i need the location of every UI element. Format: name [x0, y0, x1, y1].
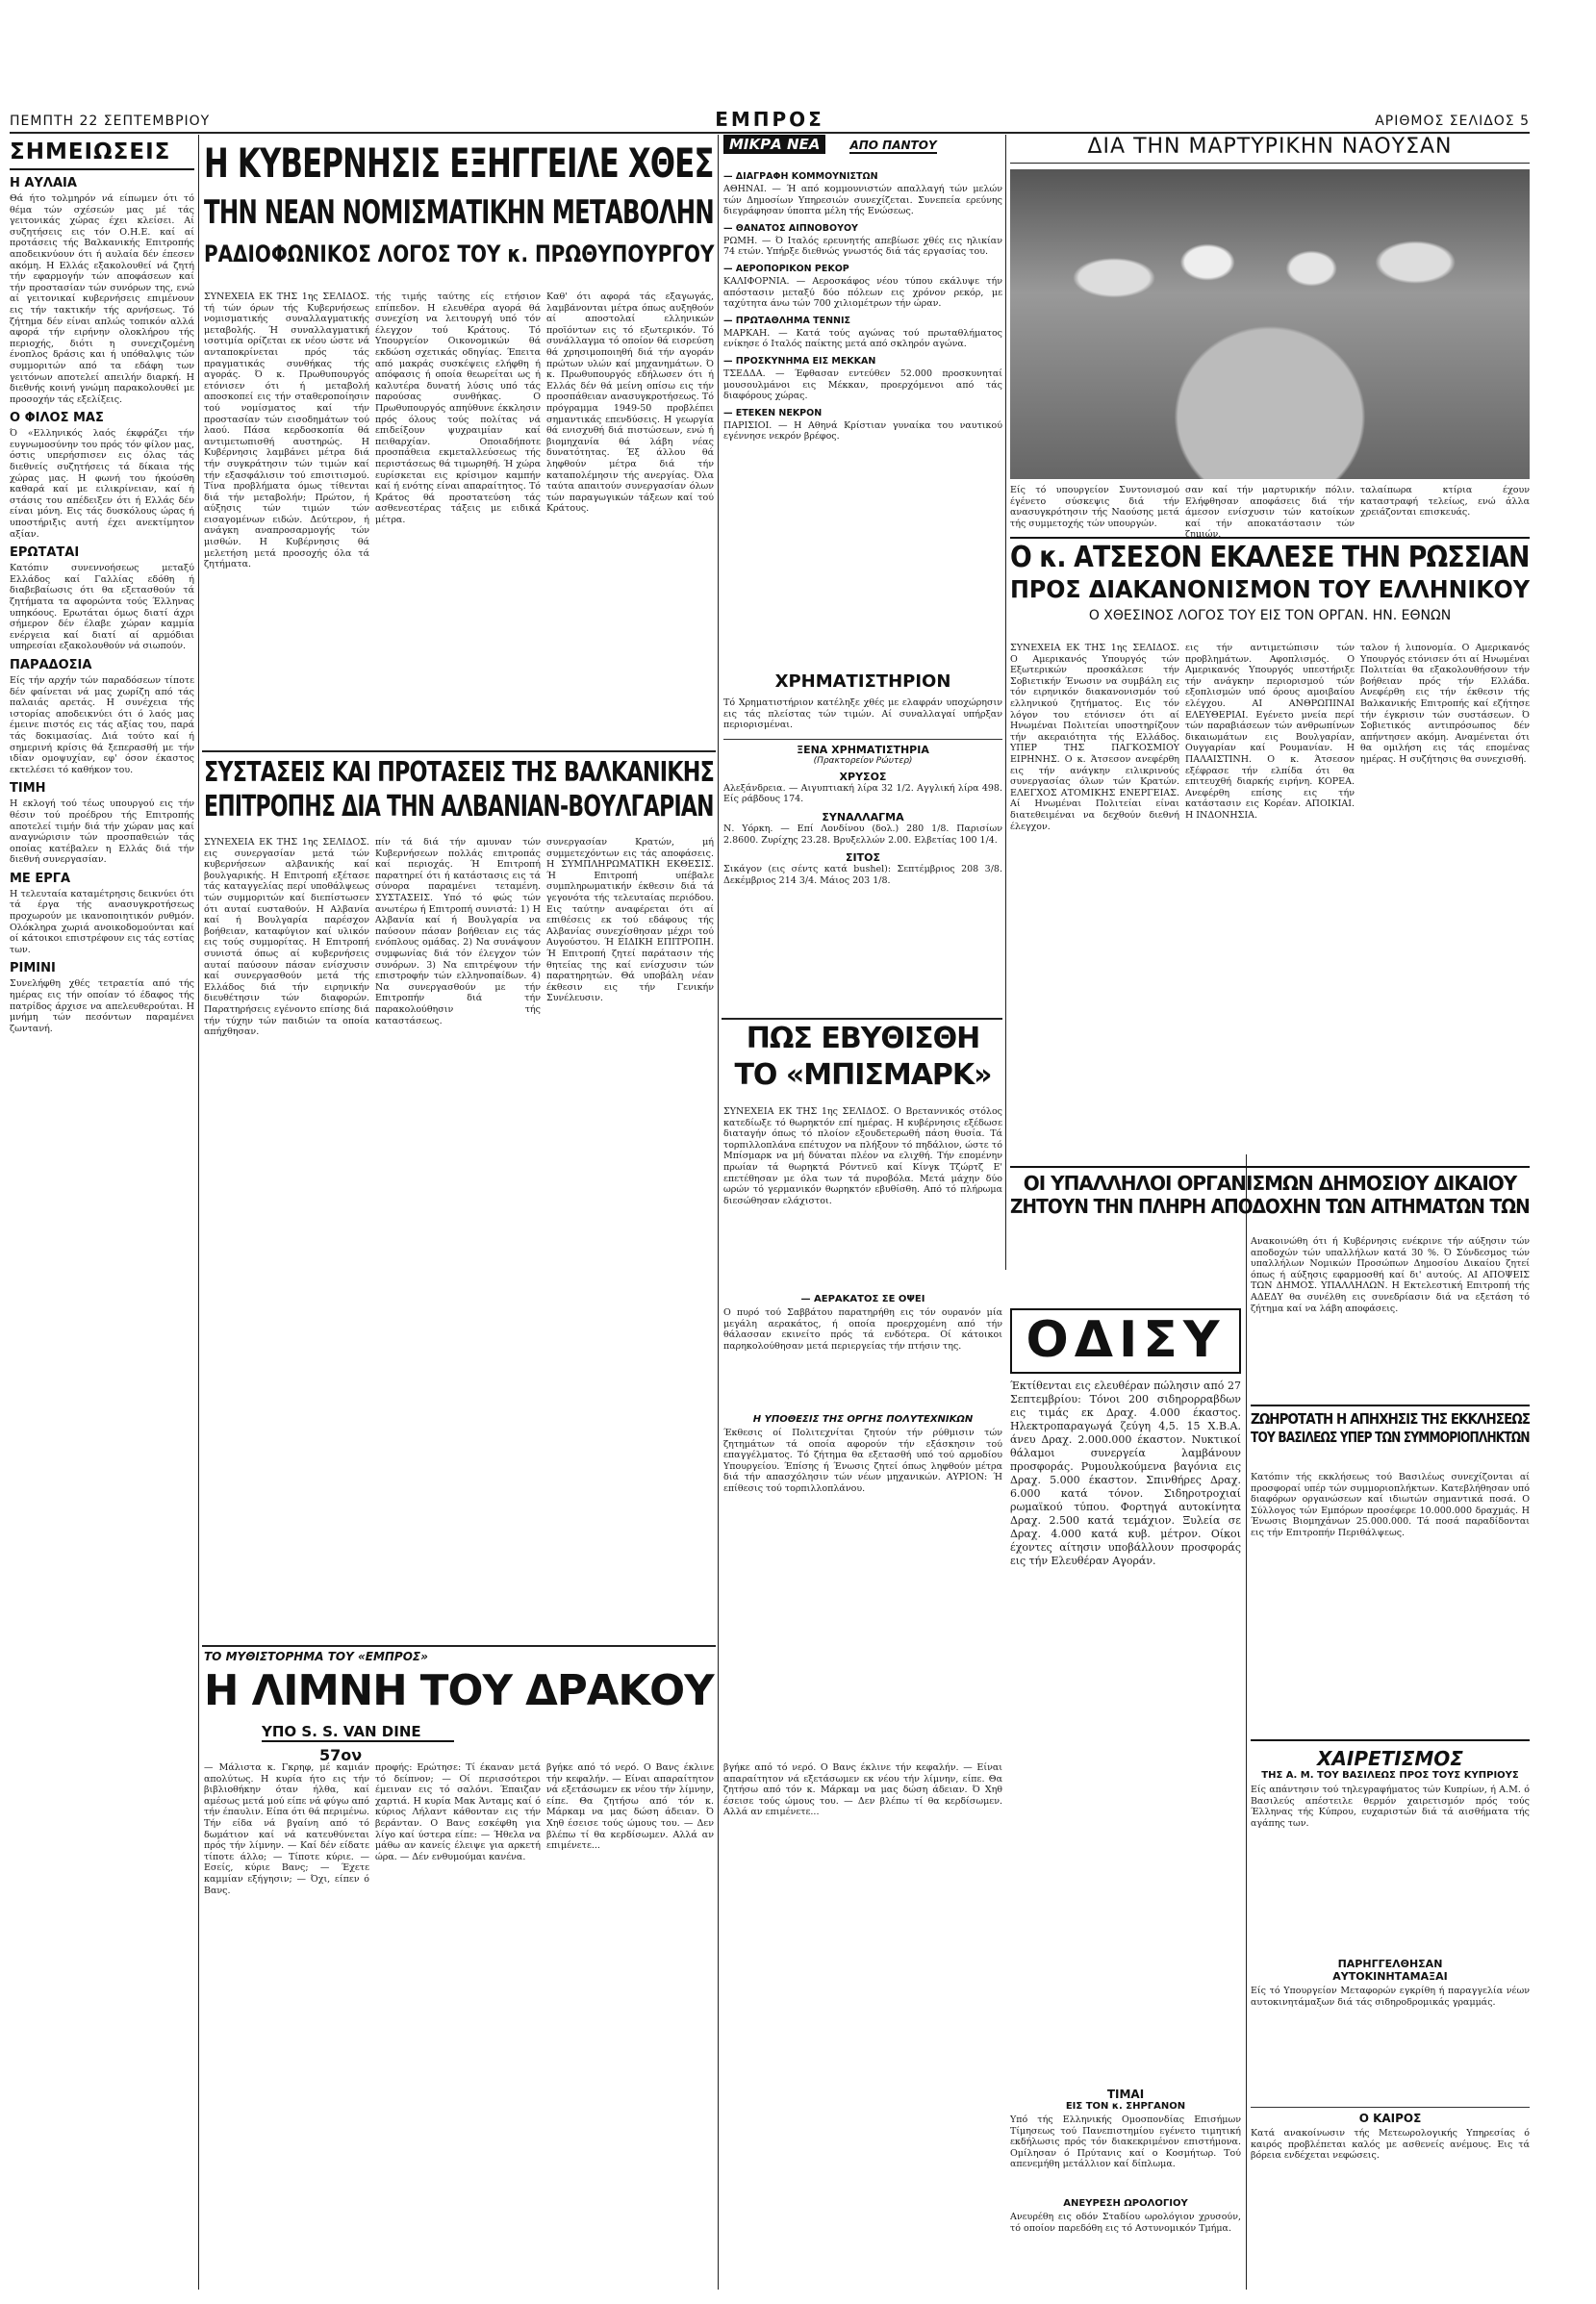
atseson-headline-block [1010, 537, 1530, 637]
mikra-nea-header [723, 135, 1002, 162]
sitos-text: Σικάγον (εις σέντς κατά bushel): Σεπτέμβριος 208 3/8. Δεκέμβριος 214 3/4. Μάιος 203 1/8. [723, 864, 1002, 886]
politechnio-head: Η ΥΠΟΘΕΣΙΣ ΤΗΣ ΟΡΓΗΣ ΠΟΛΥΤΕΧΝΙΚΩΝ [752, 1414, 974, 1425]
ekklisis-headline-block [1251, 1405, 1530, 1472]
atseson-headline-1: Ο κ. ΑΤΣΕΣΟΝ ΕΚΑΛΕΣΕ ΤΗΝ ΡΩΣΣΙΑΝ [1010, 541, 1530, 574]
notes-section-head: ΡΙΜΙΝΙ [10, 961, 56, 976]
xrimatistirion-title: ΧΡΗΜΑΤΙΣΤΗΡΙΟΝ [774, 671, 951, 692]
novel-col3: βγήκε από τό νερό. Ο Βανς έκλινε τήν κεφαλήν. — Είναι απαραίτητον νά εξετάσωμεν εκ νέου τήν λίμνην, είπε. Θα ζητήσω από τόν κ. Μάρκαμ να μας δώση άδειαν. Ό Χηθ έσεισε τούς ώμους του. — Δεν βλέπω τί θα κερδίσωμεν. Αλλά αν επιμένετε... [546, 1762, 714, 1852]
aerakatos-head: — ΑΕΡΑΚΑΤΟΣ ΣΕ ΟΨΕΙ [800, 1294, 925, 1304]
news-item-head: — ΑΕΡΟΠΟΡΙΚΟΝ ΡΕΚΟΡ [723, 263, 849, 274]
politechnio-text: Έκθεσις οί Πολιτεχνίται ζητούν τήν ρύθμισιν τών ζητημάτων τά οποία αφορούν τήν εξάσκησιν τού επαγγέλματος. Τό ζήτημα θα εξετασθή υπό τού αρμοδίου Υπουργείου. Έπίσης ή Ένωσις ζητεί όπως ληφθούν μέτρα διά τήν απασχόλησιν τών νέων μηχανικών. ΑΥΡΙΟΝ: Ή επίθεσις τού τορπιλλοπλάνου. [723, 1428, 1002, 1494]
xairetismos-sub: ΤΗΣ Α. Μ. ΤΟΥ ΒΑΣΙΛΕΩΣ ΠΡΟΣ ΤΟΥΣ ΚΥΠΡΙΟΥΣ [1261, 1770, 1519, 1781]
notes-section-head: Ο ΦΙΛΟΣ ΜΑΣ [10, 411, 104, 426]
atseson-col1: ΣΥΝΕΧΕΙΑ ΕΚ ΤΗΣ 1ης ΣΕΛΙΔΟΣ. Ο Αμερικανός Υπουργός τών Εξωτερικών προσκάλεσε τήν Σοβιετικήν Ένωσιν να συμβάλη εις τόν ειρηνικόν διακανονισμόν τού ελληνικού ζητήματος. Εις τόν λόγον του ετόνισεν ότι αί Ηνωμέναι Πολιτείαι υποστηρίζουν τήν ακεραιότητα τής Ελλάδος. ΥΠΕΡ ΤΗΣ ΠΑΓΚΟΣΜΙΟΥ ΕΙΡΗΝΗΣ. Ο κ. Άτσεσον ανεφέρθη εις τήν ανάγκην ειλικρινούς συνεργασίας όλων τών Κρατών. ΕΛΕΓΧΟΣ ΑΤΟΜΙΚΗΣ ΕΝΕΡΓΕΙΑΣ. Αί Ηνωμέναι Πολιτείαι είναι διατεθειμέναι να δεχθούν διεθνή έλεγχον. [1010, 643, 1179, 832]
naousa-photo [1010, 169, 1530, 479]
government-headline-block [204, 139, 715, 285]
ypalliloi-headline-1: ΟΙ ΥΠΑΛΛΗΛΟΙ ΟΡΓΑΝΙΣΜΩΝ ΔΗΜΟΣΙΟΥ ΔΙΚΑΙΟΥ [1023, 1172, 1517, 1195]
news-item-text: ΑΘΗΝΑΙ. — Ή από κομμουνιστών απαλλαγή τών μελών τών Δημοσίων Υπηρεσιών συνεχίζεται. Συνεπεία ερεύνης διεγράφησαν ύποπτα μέλη τής Ενώσεως. [723, 184, 1002, 217]
government-headline-1: Η ΚΥΒΕΡΝΗΣΙΣ ΕΞΗΓΓΕΙΛΕ ΧΘΕΣ [204, 139, 714, 187]
xrysos-title: ΧΡΥΣΟΣ [839, 770, 887, 783]
xeno-title: ΞΕΝΑ ΧΡΗΜΑΤΙΣΤΗΡΙΑ [723, 739, 1002, 756]
odisy-brand-box [1010, 1308, 1241, 1374]
markets-block [723, 666, 1002, 1017]
odisy-text: Έκτίθενται εις ελευθέραν πώλησιν από 27 Σεπτεμβρίου: Τόνοι 200 σιδηρορραβδων εις τιμάς εκ Δραχ. 4.000 έκαστος. Ηλεκτροπαραγωγά ζεύγη 4,5. 15 Χ.Β.Α. άνευ Δραχ. 2.000.000 έκαστον. Νυκτικοί θάλαμοι συνεργεία λαμβάνουν προσφοράς. Ρυμουλκούμενα βαγόνια εις Δραχ. 5.000 έκαστον. Σπινθήρες Δραχ. 6.000 κατά τόνον. Σιδηροτροχιαί ρωμαϊκού τύπου. Φορτηγά αυτοκίνητα Δραχ. 2.500 κατά τεμάχιον. Ξυλεία σε Δραχ. 4.000 κατά κυβ. μέτρον. Οίκοι έχοντες αίτησιν υποβάλλουν προσφοράς εις τήν Ελευθέραν Αγοράν. [1010, 1380, 1241, 1567]
xeno-sub: (Πρακτορείον Ρώυτερ) [813, 755, 913, 766]
xairetismos-text: Είς απάντησιν τού τηλεγραφήματος τών Κυπρίων, ή Α.Μ. ό Βασιλεύς απέστειλε θερμόν χαιρετισμόν πρός τούς Έλληνας τής Κύπρου, ευχαριστών διά τά αισθήματα τής αγάπης των. [1251, 1785, 1530, 1829]
novel-author: ΥΠΟ S. S. VAN DINE [262, 1723, 454, 1742]
notes-title: ΣΗΜΕΙΩΣΕΙΣ [10, 139, 194, 170]
xairetismos-block [1251, 1739, 1530, 1951]
xrimatistirion-text: Τό Χρηματιστήριον κατέληξε χθές με ελαφράν υποχώρησιν εις τάς πλείστας τών τιμών. Αί συναλλαγαί υπήρξαν περιορισμέναι. [723, 697, 1002, 731]
xrysos-text: Αλεξάνδρεια. — Αιγυπτιακή λίρα 32 1/2. Αγγλική λίρα 498. Είς ράβδους 174. [723, 782, 1002, 805]
news-item-text: ΠΑΡΙΣΙΟΙ. — Η Αθηνά Κρίστιαν γυναίκα του ναυτικού εγέννησε νεκρόν βρέφος. [723, 419, 1002, 443]
notes-section-text: Ό «Ελληνικός λαός έκφράζει τήν ευγνωμοσύνην του πρός τόν φίλον μας, όστις υπερήσπισεν εις όλας τάς διεθνείς συζητήσεις τά δίκαια τής χώρας μας. Η φωνή του ήκούσθη καθαρά καί με ειλικρίνειαν, καί ή στάσις του απέδειξεν ότι ή Ελλάς δέν είναι μόνη. Εις τάς δυσκόλους ώρας ή υποστήριξις αυτή έχει ανεκτίμητον αξίαν. [10, 428, 194, 540]
notes-section-text: Είς τήν αρχήν τών παραδόσεων τίποτε δέν φαίνεται νά μας χωρίζη από τάς παλαιάς αρετάς. Η συνέχεια τής ιστορίας αποδεικνύει ότι ό λαός μας έμεινε πιστός εις τάς αξίας του, παρά τάς δοκιμασίας. Διά τούτο καί ή σημερινή κρίσις θά ξεπερασθή με τήν ιδίαν ομοψυχίαν, εφ' όσον έκαστος εκτελέσει τό καθήκον του. [10, 674, 194, 775]
notes-section-head: ΤΙΜΗ [10, 781, 46, 797]
news-item-head: — ΘΑΝΑΤΟΣ ΑΙΠΝΟΒΟΥΟΥ [723, 222, 858, 234]
novel-header [204, 1650, 714, 1765]
news-item-text: ΚΑΛΙΦΟΡΝΙΑ. — Αεροσκάφος νέου τύπου εκάλυψε τήν απόστασιν μεταξύ δύο πόλεων εις χρόνον ρεκόρ, με ταχύτητα άνω τών 700 χιλιομέτρων τήν ώραν. [723, 275, 1002, 310]
xairetismos-head: ΧΑΙΡΕΤΙΣΜΟΣ [1317, 1747, 1463, 1770]
bismark-headline-2: ΤΟ «ΜΠΙΣΜΑΡΚ» [734, 1057, 992, 1092]
ypalliloi-text: Ανακοινώθη ότι ή Κυβέρνησις ενέκρινε τήν αύξησιν τών αποδοχών τών υπαλλήλων κατά 30 %. Ό Σύνδεσμος τών υπαλλήλων Νομικών Προσώπων Δημοσίου Δικαίου ζητεί όπως ή αύξησις εφαρμοσθή καί δι' αυτούς. ΑΙ ΑΠΟΨΕΙΣ ΤΩΝ ΔΗΜΟΣ. ΥΠΑΛΛΗΛΩΝ. Η Εκτελεστική Επιτροπή τής ΑΔΕΔΥ θα συνέλθη εις συνεδρίασιν διά να εξετάση τό ζήτημα καί να λάβη αποφάσεις. [1251, 1236, 1530, 1314]
kairos-block [1251, 2107, 1530, 2290]
novel-col1: — Μάλιστα κ. Γκρηφ, μέ καμιάν απολύτως. Η κυρία ήτο εις τήν βιβλιοθήκην όταν ήλθα, καί αμέσως μετά μού είπε νά φύγω από τήν έπαυλιν. Είπα ότι θά περιμένω. Τήν είδα νά βγαίνη από τό δωμάτιον καί νά κατευθύνεται πρός τήν λίμνην. — Καί δέν είδατε τίποτε άλλο; — Τίποτε κύριε. — Εσείς, κύριε Βανς; — Έχετε καμμίαν εξήγησιν; — Όχι, είπεν ό Βανς. [204, 1762, 369, 1896]
anevresi-block [1010, 2198, 1241, 2290]
masthead: ΕΜΠΡΟΣ [715, 108, 824, 131]
ekklisis-headline-1: ΖΩΗΡΟΤΑΤΗ Η ΑΠΗΧΗΣΙΣ ΤΗΣ ΕΚΚΛΗΣΕΩΣ [1251, 1410, 1531, 1428]
news-item-text: ΤΣΕΔΔΑ. — Έφθασαν εντεύθεν 52.000 προσκυνηταί μουσουλμάνοι εις Μέκκαν, προερχόμενοι από τάς διαφόρους χώρας. [723, 367, 1002, 402]
news-items [723, 165, 1002, 664]
atseson-col3: ταλον ή λιπονομία. Ο Αμερικανός Υπουργός ετόνισεν ότι αί Ηνωμέναι Πολιτείαι θα εξακολουθήσουν τήν βοήθειαν πρός τήν Ελλάδα. Ανεφέρθη εις τήν έκθεσιν τής Βαλκανικής Επιτροπής καί εζήτησε τήν έγκρισιν τών συστάσεων. Ό Σοβιετικός αντιπρόσωπος δέν απήντησεν ακόμη. Αναμένεται ότι θα ομιλήση εις τάς επομένας ημέρας. Η συζήτησις θα συνεχισθή. [1360, 643, 1530, 765]
times-sub: ΕΙΣ ΤΟΝ κ. ΣΗΡΓΑΝΟΝ [1065, 2101, 1186, 2112]
odisy-brand: ΟΔΙΣΥ [1026, 1311, 1226, 1369]
government-subhead: ΡΑΔΙΟΦΩΝΙΚΟΣ ΛΟΓΟΣ ΤΟΥ κ. ΠΡΩΘΥΠΟΥΡΓΟΥ [204, 240, 715, 267]
novel-label: ΤΟ ΜΥΘΙΣΤΟΡΗΜΑ ΤΟΥ «ΕΜΠΡΟΣ» [204, 1650, 428, 1663]
novel-title: Η ΛΙΜΝΗ ΤΟΥ ΔΡΑΚΟΥ [204, 1666, 714, 1715]
balkan-headline-1: ΣΥΣΤΑΣΕΙΣ ΚΑΙ ΠΡΟΤΑΣΕΙΣ ΤΗΣ ΒΑΛΚΑΝΙΚΗΣ [204, 756, 715, 788]
kairos-head: Ο ΚΑΙΡΟΣ [1251, 2107, 1530, 2125]
notes-section-text: Θά ήτο τολμηρόν νά είπωμεν ότι τό θέμα τών σχέσεών μας μέ τάς γειτονικάς χώρας έχει κλείσει. Αί συζητήσεις εις τόν Ο.Η.Ε. καί αί προτάσεις τής Βαλκανικής Επιτροπής αποδεικνύουν ότι ή αυλαία δέν έπεσεν ακόμη. Η Ελλάς εξακολουθεί νά ζητή τήν εφαρμογήν τών αποφάσεων καί τήν προστασίαν τών συνόρων της, ενώ αί γειτονικαί κυβερνήσεις επιμένουν εις τήν τακτικήν τής αρνήσεως. Τό ζήτημα δέν είναι απλώς τοπικόν αλλά αφορά τήν ειρήνην ολοκλήρου τής περιοχής, διότι η συνεχιζομένη ένοπλος δράσις και ή υπόθαλψις τών συμμοριτών από τα εδάφη των γειτόνων αποτελεί απειλήν διαρκή. Η διεθνής κοινή γνώμη παρακολουθεί με προσοχήν τάς εξελίξεις. [10, 193, 194, 405]
notes-sections [10, 176, 194, 1034]
anevresi-head: ΑΝΕΥΡΕΣΗ ΩΡΟΛΟΓΙΟΥ [1063, 2198, 1188, 2209]
notes-section-text: Η εκλογή τού τέως υπουργού εις τήν θέσιν τού προέδρου τής Επιτροπής αποτελεί τιμήν διά τήν χώραν μας καί αναγνώρισιν τών προσπαθειών τάς οποίας κατέβαλεν η Ελλάς διά τήν διεθνή συνεργασίαν. [10, 798, 194, 866]
news-item-text: ΡΩΜΗ. — Ό Ιταλός ερευνητής απεβίωσε χθές εις ηλικίαν 74 ετών. Υπήρξε διεθνώς γνωστός διά τάς εργασίας του. [723, 235, 1002, 258]
ypalliloi-headline-2: ΖΗΤΟΥΝ ΤΗΝ ΠΛΗΡΗ ΑΠΟΔΟΧΗΝ ΤΩΝ ΑΙΤΗΜΑΤΩΝ ΤΩΝ [1010, 1195, 1530, 1218]
news-item-head: — ΠΡΟΣΚΥΝΗΜΑ ΕΙΣ ΜΕΚΚΑΝ [723, 355, 876, 367]
apo-pantou-title: ΑΠΟ ΠΑΝΤΟΥ [849, 139, 937, 152]
naousa-caption-3: ταλαίπωρα κτίρια έχουν καταστραφή τελείως, ενώ άλλα χρειάζονται επισκευάς. [1360, 485, 1530, 519]
notes-section-head: ΕΡΩΤΑΤΑΙ [10, 545, 80, 561]
ekklisis-text: Κατόπιν τής εκκλήσεως τού Βασιλέως συνεχίζονται αί προσφοραί υπέρ τών συμμοριοπλήκτων. Κατεβλήθησαν υπό διαφόρων οργανώσεων καί ιδιωτών σημαντικά ποσά. Ο Σύλλογος τών Εμπόρων προσέφερε 10.000.000 δραχμάς. Η Ένωσις Βιομηχάνων 25.000.000. Τά ποσά παραδίδονται εις τήν Επιτροπήν Περιθάλψεως. [1251, 1472, 1530, 1538]
bismark-headline-1: ΠΩΣ ΕΒΥΘΙΣΘΗ [746, 1022, 980, 1055]
atseson-col2: εις τήν αντιμετώπισιν τών προβλημάτων. Αφοπλισμός. Ο Αμερικανός Υπουργός υπεστήριξε τήν ανάγκην περιορισμού τών εξοπλισμών υπό όρους αμοιβαίου ελέγχου. ΑΙ ΑΝΘΡΩΠΙΝΑΙ ΕΛΕΥΘΕΡΙΑΙ. Εγένετο μνεία περί τών παραβιάσεων τών ανθρωπίνων δικαιωμάτων εις Βουλγαρίαν, Ουγγαρίαν καί Ρουμανίαν. Η ΠΑΛΑΙΣΤΙΝΗ. Ο κ. Άτσεσον εξέφρασε τήν ελπίδα ότι θα επιτευχθή διαρκής ειρήνη. ΚΟΡΕΑ. Ανεφέρθη επίσης εις τήν κατάστασιν εις Κορέαν. ΑΠΟΙΚΙΑΙ. Η ΙΝΔΟΝΗΣΙΑ. [1185, 643, 1355, 821]
synallagma-title: ΣΥΝΑΛΛΑΓΜΑ [822, 810, 904, 823]
parigoria-text: Είς τό Υπουργείον Μεταφορών εγκρίθη ή παραγγελία νέων αυτοκινητάμαξων διά τάς σιδηροδρομικάς γραμμάς. [1251, 1986, 1530, 2008]
naousa-headline: ΔΙΑ ΤΗΝ ΜΑΡΤΥΡΙΚΗΝ ΝΑΟΥΣΑΝ [1087, 135, 1453, 159]
novel-chapter: 57ον [319, 1746, 363, 1765]
synallagma-text: Ν. Υόρκη. — Επί Λονδίνου (δολ.) 280 1/8. Παρισίων 2.8600. Ζυρίχης 23.28. Βρυξελλών 2.00. Ελβετίας 100 1/4. [723, 823, 1002, 846]
news-item-text: ΜΑΡΚΑΗ. — Κατά τούς αγώνας τού πρωταθλήματος ενίκησε ό Ιταλός παίκτης μετά από σκληρόν αγώνα. [723, 327, 1002, 350]
notes-section-text: Κατόπιν συνεννοήσεως μεταξύ Ελλάδος καί Γαλλίας εδόθη ή διαβεβαίωσις ότι θα εξετασθούν τά ζητήματα τα αφορώντα τούς Έλληνας υπηκόους. Ερωτάται όμως διατί άχρι σήμερον δέν έλαβε χώραν καμμία ενέργεια καί διατί αί αρμόδιαι υπηρεσίαι εξακολουθούν νά σιωπούν. [10, 563, 194, 652]
balkan-article-col2: πίν τά διά τήν αμυναν τών Κυβερνήσεων πολλάς επιτροπάς καί περιοχάς. Ή Επιτροπή παρατηρεί ότι ή κατάστασις εις τά σύνορα παραμένει τεταμένη. ΣΥΣΤΑΣΕΙΣ. Υπό τό φώς τών ανωτέρω ή Επιτροπή συνιστά: 1) Η Αλβανία καί ή Βουλγαρία να παύσουν πάσαν βοήθειαν εις τάς ενόπλους ομάδας. 2) Να συνάψουν συμφωνίας διά τόν έλεγχον τών συνόρων. 3) Να επιτρέψουν τήν επιστροφήν τών ελληνοπαίδων. 4) Να συνεργασθούν με τήν Επιτροπήν διά τήν παρακολούθησιν τής καταστάσεως. [375, 837, 541, 1026]
aerakatos-text: Ο πυρό τού Σαββάτου παρατηρήθη εις τόν ουρανόν μία μεγάλη αερακάτος, ή οποία προερχομένη από τήν θάλασσαν εκινείτο πρός τά ενδότερα. Οί κάτοικοι παρηκολούθησαν μετά περιεργείας τήν πτήσιν της. [723, 1307, 1002, 1352]
ekklisis-headline-2: ΤΟΥ ΒΑΣΙΛΕΩΣ ΥΠΕΡ ΤΩΝ ΣΥΜΜΟΡΙΟΠΛΗΚΤΩΝ [1251, 1429, 1530, 1446]
novel-col2: προφής: Ερώτησε: Τί έκαναν μετά τό δείπνον; — Οί περισσότεροι έμειναν εις τό σαλόνι. Έπαιζαν χαρτιά. Η κυρία Μακ Άνταμς καί ό κύριος Λήλαντ κάθονταν εις τήν βεράνταν. Ο Βανς εσκέφθη για λίγο καί ύστερα είπε: — Ήθελα να μάθω αν κανείς έλειψε για αρκετή ώρα. — Δέν ενθυμούμαι κανένα. [375, 1762, 541, 1862]
times-text: Υπό τής Ελληνικής Ομοσπονδίας Επισήμων Τίμησεως τού Πανεπιστημίου εγένετο τιμητική εκδήλωσις πρός τόν διακεκριμένον επιστήμονα. Ομίλησαν ό Πρύτανις καί ο Κοσμήτωρ. Τού απενεμήθη μετάλλιον καί δίπλωμα. [1010, 2114, 1241, 2170]
naousa-headline-wrap [1010, 135, 1530, 164]
notes-section-text: Η τελευταία καταμέτρησις δεικνύει ότι τά έργα τής ανασυγκροτήσεως προχωρούν με ικανοποιητικόν ρυθμόν. Ολόκληρα χωριά ανοικοδομούνται καί οί κάτοικοι επιστρέφουν εις τάς εστίας των. [10, 888, 194, 955]
ypalliloi-headline-block [1010, 1166, 1530, 1229]
atseson-subhead: Ο ΧΘΕΣΙΝΟΣ ΛΟΓΟΣ ΤΟΥ ΕΙΣ ΤΟΝ ΟΡΓΑΝ. ΗΝ. ΕΘΝΩΝ [1088, 607, 1452, 623]
government-headline-2: ΤΗΝ ΝΕΑΝ ΝΟΜΙΣΜΑΤΙΚΗΝ ΜΕΤΑΒΟΛΗΝ [204, 193, 714, 233]
sitos-title: ΣΙΤΟΣ [846, 851, 880, 865]
parigoria-head: ΠΑΡΗΓΓΕΛΘΗΣΑΝ [1337, 1958, 1443, 1970]
parigoria-sub: ΑΥΤΟΚΙΝΗΤΑΜΑΞΑΙ [1332, 1970, 1448, 1983]
naousa-caption-2: σαν καί τήν μαρτυρικήν πόλιν. Ελήφθησαν αποφάσεις διά τήν άμεσον ενίσχυσιν τών κατοίκων καί τήν αποκατάστασιν τών ζημιών. [1185, 485, 1355, 541]
government-article-col2: τής τιμής ταύτης είς ετήσιον επίπεδον. Η ελευθέρα αγορά θά συνεχίση να λειτουργή υπό τόν έλεγχον τού Κράτους. Τό Υπουργείον Οικονομικών θά εκδώση σχετικάς οδηγίας. Έπειτα από μακράς συσκέψεις ελήφθη ή απόφασις ή οποία θεωρείται ως ή καλυτέρα δυνατή λύσις υπό τάς παρούσας συνθήκας. Ο Πρωθυπουργός απηύθυνε έκκλησιν πρός όλους τούς πολίτας νά επιδείξουν ψυχραιμίαν καί πειθαρχίαν. Οποιαδήποτε προσπάθεια εκμεταλλεύσεως τής περιστάσεως θά τιμωρηθή. Ή χώρα ευρίσκεται εις κρίσιμον καμπήν καί ή ενότης είναι απαραίτητος. Τό Κράτος θά προστατεύση τάς ασθενεστέρας τάξεις με ειδικά μέτρα. [375, 291, 541, 525]
balkan-headline-2: ΕΠΙΤΡΟΠΗΣ ΔΙΑ ΤΗΝ ΑΛΒΑΝΙΑΝ-ΒΟΥΛΓΑΡΙΑΝ [204, 790, 714, 824]
bismark-headline-block [723, 1024, 1002, 1101]
times-head: ΤΙΜΑΙ [1106, 2088, 1145, 2101]
page-number: ΑΡΙΘΜΟΣ ΣΕΛΙΔΟΣ 5 [1375, 114, 1530, 129]
aerakatos-block [723, 1294, 1002, 1409]
mikra-nea-title: ΜΙΚΡΑ ΝΕΑ [723, 135, 825, 154]
notes-section-text: Συνελήφθη χθές τετραετία από τής ημέρας εις τήν οποίαν τό έδαφος τής πατρίδος άρχισε να απελευθερούται. Η μνήμη τών πεσόντων παραμένει ζωντανή. [10, 978, 194, 1034]
kairos-text: Κατά ανακοίνωσιν τής Μετεωρολογικής Υπηρεσίας ό καιρός προβλέπεται καλός με ασθενείς ανέμους. Εις τά βόρεια ενδέχεται νεφώσεις. [1251, 2128, 1530, 2162]
government-article-col1: ΣΥΝΕΧΕΙΑ ΕΚ ΤΗΣ 1ης ΣΕΛΙΔΟΣ. τή τών όρων τής Κυβερνήσεως νομισματικής συναλλαγματικής μεταβολής. Ή συναλλαγματική ισοτιμία ορίζεται εκ νέου ώστε νά ανταποκρίνεται πρός τάς πραγματικάς συνθήκας τής αγοράς. Ό κ. Πρωθυπουργός ετόνισεν ότι ή μεταβολή αποσκοπεί εις τήν σταθεροποίησιν τού νομίσματος καί τήν προστασίαν τών εισοδημάτων τού λαού. Πάσα κερδοσκοπία θά αντιμετωπισθή αυστηρώς. Η Κυβέρνησις λαμβάνει μέτρα διά τήν συγκράτησιν τών τιμών καί τήν εξασφάλισιν τού επισιτισμού. Τίνα προβλήματα όμως τίθενται διά τήν μεταβολήν; Πρώτον, ή αύξησις τών τιμών τών εισαγομένων ειδών. Δεύτερον, ή ανάγκη αναπροσαρμογής τών μισθών. Η Κυβέρνησις θά μελετήση μετά προσοχής όλα τά ζητήματα. [204, 291, 369, 570]
anevresi-text: Ανευρέθη εις οδόν Σταδίου ωρολόγιον χρυσούν, τό οποίον παρεδόθη εις τό Αστυνομικόν Τμήμα. [1010, 2212, 1241, 2234]
parigoria-block [1251, 1958, 1530, 2102]
times-block [1010, 2088, 1241, 2193]
notes-column [10, 139, 194, 2290]
politechnio-block [723, 1414, 1002, 1640]
news-item-head: — ΔΙΑΓΡΑΦΗ ΚΟΜΜΟΥΝΙΣΤΩΝ [723, 171, 878, 182]
balkan-article-col3: συνεργασίαν Κρατών, μή συμμετεχόντων εις τάς αποφάσεις. Η ΣΥΜΠΛΗΡΩΜΑΤΙΚΗ ΕΚΘΕΣΙΣ. Ή Επιτροπή υπέβαλε συμπληρωματικήν έκθεσιν διά τά γεγονότα τής τελευταίας περιόδου. Εις ταύτην αναφέρεται ότι αί επιθέσεις εκ τού εδάφους τής Αλβανίας συνεχίσθησαν μέχρι τού Αυγούστου. Ή ΕΙΔΙΚΗ ΕΠΙΤΡΟΠΗ. Ή Επιτροπή ζητεί παράτασιν τής θητείας της καί ενίσχυσιν τών παρατηρητών. Θά υποβάλη νέαν έκθεσιν εις τήν Γενικήν Συνέλευσιν. [546, 837, 714, 1004]
notes-section-head: Η ΑΥΛΑΙΑ [10, 176, 77, 190]
issue-date: ΠΕΜΠΤΗ 22 ΣΕΠΤΕΜΒΡΙΟΥ [10, 114, 211, 129]
notes-section-head: ΠΑΡΑΔΟΣΙΑ [10, 657, 92, 672]
bismark-text: ΣΥΝΕΧΕΙΑ ΕΚ ΤΗΣ 1ης ΣΕΛΙΔΟΣ. Ο Βρεταννικός στόλος κατεδίωξε τό θωρηκτόν επί ημέρας. Η κυβέρνησις εξέδωσε διαταγήν όπως τό πλοίον εξουδετερωθή πάση θυσία. Τά τορπιλλοπλάνα επέτυχον να πλήξουν τό πηδάλιον, ώστε τό Μπίσμαρκ να μή δύναται πλέον να ελιχθή. Τήν επομένην πρωίαν τά θωρηκτά Ρόντνεϋ καί Κίνγκ Τζώρτζ Ε' επετέθησαν με όλα των τά πυροβόλα. Μετά μάχην δύο ωρών τό γερμανικόν θωρηκτόν εβυθίσθη. Από τό πλήρωμα διεσώθησαν ελάχιστοι. [723, 1106, 1002, 1206]
novel-col4: βγήκε από τό νερό. Ο Βανς έκλινε τήν κεφαλήν. — Είναι απαραίτητον νά εξετάσωμεν εκ νέου τήν λίμνην, είπε. Θα ζητήσω από τόν κ. Μάρκαμ να μας δώση άδειαν. Ό Χηθ έσεισε τούς ώμους του. — Δεν βλέπω τί θα κερδίσωμεν. Αλλά αν επιμένετε... [723, 1762, 1002, 1818]
naousa-caption-1: Είς τό υπουργείον Συντονισμού έγένετο σύσκεψις διά τήν ανασυγκρότησιν τής Ναούσης μετά τής συμμετοχής τών υπουργών. [1010, 485, 1179, 529]
notes-section-head: ΜΕ ΕΡΓΑ [10, 871, 71, 886]
news-item-head: — ΕΤΕΚΕΝ ΝΕΚΡΟΝ [723, 407, 823, 418]
balkan-article-col1: ΣΥΝΕΧΕΙΑ ΕΚ ΤΗΣ 1ης ΣΕΛΙΔΟΣ. εις συνεργασίαν μετά τών κυβερνήσεων αλβανικής καί βουλγαρικής. Η Επιτροπή εξέτασε τάς καταγγελίας περί υποθάλψεως τών συμμοριτών καί διεπίστωσεν ότι αυταί ευσταθούν. Η Αλβανία καί ή Βουλγαρία παρέσχον βοήθειαν, καταφύγιον καί υλικόν εις τούς συμμορίτας. Η Επιτροπή συνιστά όπως αί κυβερνήσεις αυταί παύσουν πάσαν ενίσχυσιν καί συνεργασθούν μετά τής Ελλάδος διά τήν ειρηνικήν διευθέτησιν τών διαφορών. Παρατηρήσεις εγένοντο επίσης διά τήν τύχην τών παιδιών τα οποία απήχθησαν. [204, 837, 369, 1038]
news-item-head: — ΠΡΩΤΑΘΛΗΜΑ ΤΕΝΝΙΣ [723, 315, 851, 326]
atseson-headline-2: ΠΡΟΣ ΔΙΑΚΑΝΟΝΙΣΜΟΝ ΤΟΥ ΕΛΛΗΝΙΚΟΥ [1010, 574, 1530, 603]
government-article-col3: Καθ' ότι αφορά τάς εξαγωγάς, λαμβάνονται μέτρα όπως αυξηθούν αί αποστολαί ελληνικών προϊόντων εις τό εξωτερικόν. Τό συνάλλαγμα τό οποίον θά εισρεύση θά χρησιμοποιηθή διά τήν αγοράν πρώτων υλών καί μηχανημάτων. Ό κ. Πρωθυπουργός εδήλωσεν ότι ή Ελλάς δέν θά μείνη οπίσω εις τήν προσπάθειαν ανασυγκροτήσεως. Τό πρόγραμμα 1949-50 προβλέπει σημαντικάς επενδύσεις. Η γεωργία θά ενισχυθή διά πιστώσεων, ενώ ή βιομηχανία θά λάβη νέας δυνατότητας. Έξ άλλου θά ληφθούν μέτρα διά τήν καταπολέμησιν τής ανεργίας. Όλα ταύτα απαιτούν συνεργασίαν όλων τών παραγωγικών τάξεων καί τού Κράτους. [546, 291, 714, 515]
